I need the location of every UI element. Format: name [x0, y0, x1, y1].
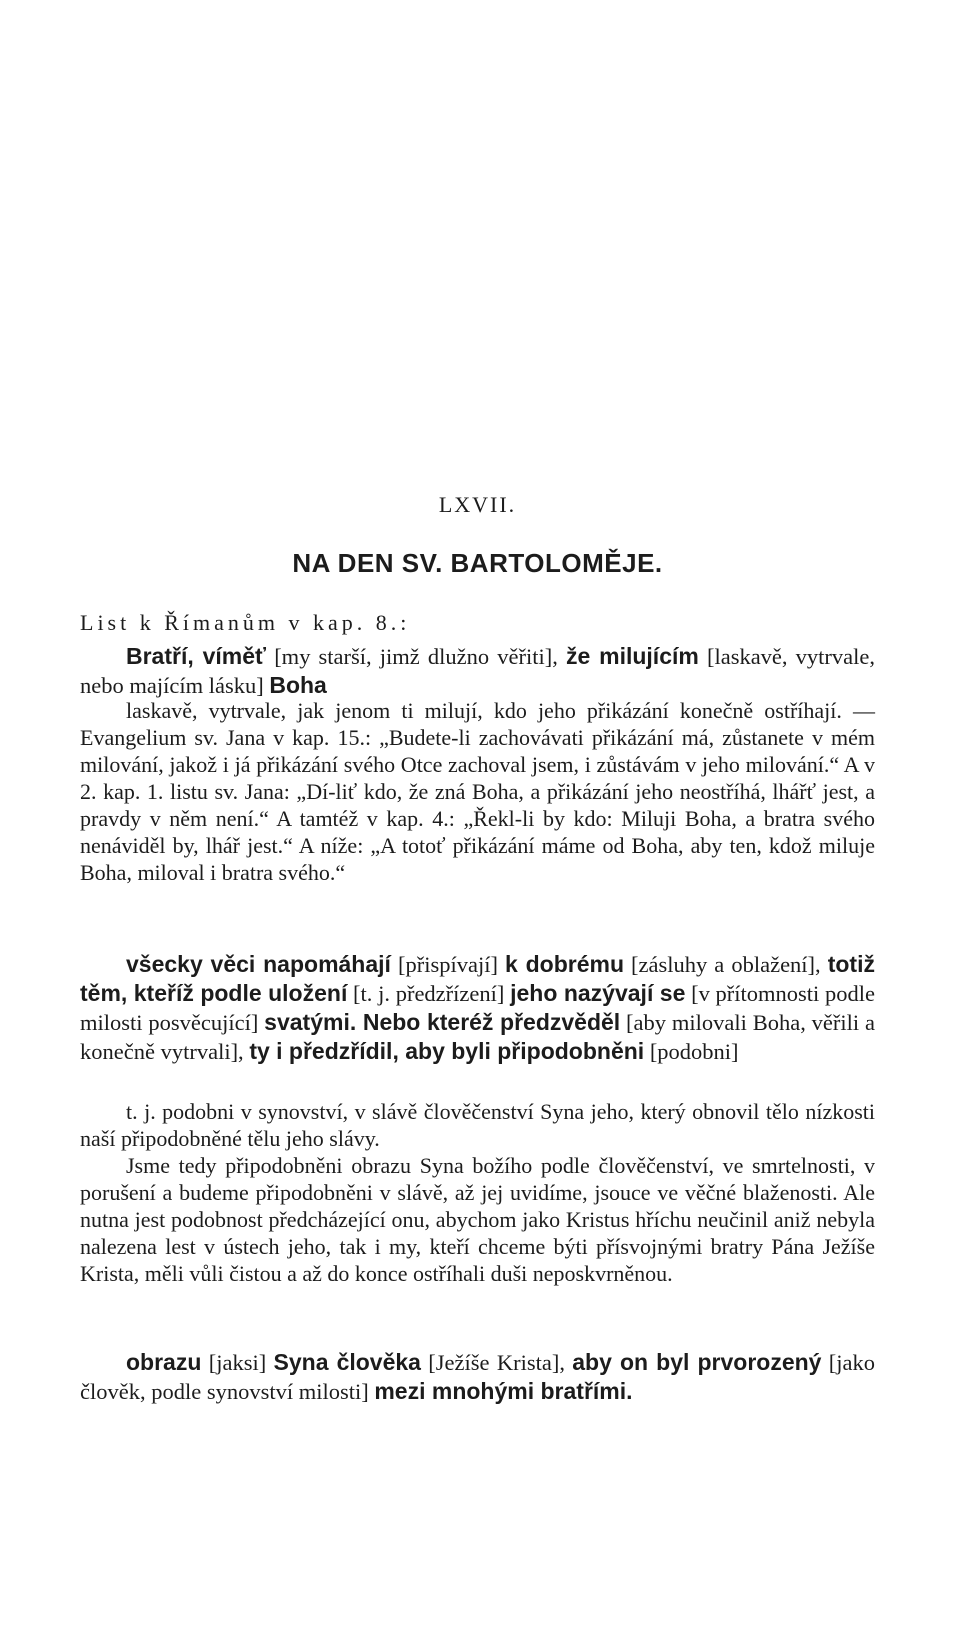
gloss: [jako člověk, podle synovství milosti]	[80, 1350, 876, 1404]
gloss: [my starší, jimž dlužno věřiti],	[266, 644, 566, 669]
verse-text: že milujícím	[565, 643, 699, 669]
verse-text: všecky věci napomáhají	[126, 951, 391, 977]
verse-text: svatými. Nebo kteréž předzvěděl	[264, 1009, 621, 1035]
verse-text: k dobrému	[505, 951, 624, 977]
verse-block-3	[80, 1348, 875, 1406]
verse-text: Bratří, víměť	[126, 643, 267, 669]
gloss: [t. j. předzřízení]	[347, 981, 511, 1006]
chapter-number: LXVII.	[438, 492, 517, 517]
verse-text: ty i předzřídil, aby byli připodobněni	[249, 1038, 645, 1064]
gloss: [zásluhy a oblažení],	[624, 952, 828, 977]
gloss: [v přítomnosti podle milosti posvěcující]	[80, 981, 876, 1035]
commentary-1: laskavě, vytrvale, jak jenom ti milují, kdo jeho přikázání konečně ostříhají. — Evangelium sv. Jana v kap. 15.: „Budete-li zachovávati přikázání má, zůstanete v mém milování, jakož i já přikázání svého Otce zachoval jsem, i zůstávám v jeho milování.“ A v 2. kap. 1. listu sv. Jana: „Dí-liť kdo, že zná Boha, a přikázání jeho neostříhá, lhářť jest, a pravdy v něm není.“ A tamtéž v kap. 4.: „Řekl-li by kdo: Miluji Boha, a bratra svého nenáviděl by, lhář jest.“ A níže: „A totoť přikázání máme od Boha, aby ten, kdož miluje Boha, miloval i bratra svého.“	[80, 698, 875, 885]
gloss: [podobni]	[644, 1039, 739, 1064]
gloss: [aby milovali Boha, věřili a konečně vytrvali],	[80, 1010, 875, 1064]
gloss: [jaksi]	[201, 1350, 274, 1375]
verse-text: obrazu	[126, 1349, 202, 1375]
verse-block-1	[80, 642, 875, 700]
commentary-3: Jsme tedy připodobněni obrazu Syna božího podle člověčenství, ve smrtelnosti, v porušení a budeme připodobněni v slávě, až jej uvidíme, jsouce ve věčné blaženosti. Ale nutna jest podobnost předcházející onu, abychom jako Kristus hříchu neučinil aniž nebyla nalezena lest v ústech jeho, tak i my, kteří chceme býti přísvojnými bratry Pána Ježíše Krista, měli vůli čistou a až do konce ostříhali duši neposkvrněnou.	[80, 1153, 875, 1286]
commentary-2: t. j. podobni v synovství, v slávě člověčenství Syna jeho, který obnovil tělo nízkosti naší připodobněné tělu jeho slávy.	[80, 1099, 875, 1151]
verse-text: totiž těm, kteříž podle uložení	[80, 951, 875, 1006]
book-page	[80, 0, 875, 1635]
verse-text: Boha	[269, 672, 327, 698]
verse-text: mezi mnohými bratřími.	[374, 1378, 633, 1404]
gloss: [přispívají]	[390, 952, 505, 977]
gloss: [laskavě, vytrvale, nebo majícím lásku]	[80, 644, 876, 698]
verse-text: jeho nazývají se	[510, 980, 686, 1006]
scripture-source: List k Římanům v kap. 8.:	[80, 610, 411, 635]
verse-text: Syna člověka	[273, 1349, 421, 1375]
verse-text: aby on byl prvorozený	[572, 1349, 822, 1375]
gloss: [Ježíše Krista],	[420, 1350, 573, 1375]
verse-block-2	[80, 950, 875, 1066]
chapter-title: NA DEN SV. BARTOLOMĚJE.	[292, 548, 663, 578]
